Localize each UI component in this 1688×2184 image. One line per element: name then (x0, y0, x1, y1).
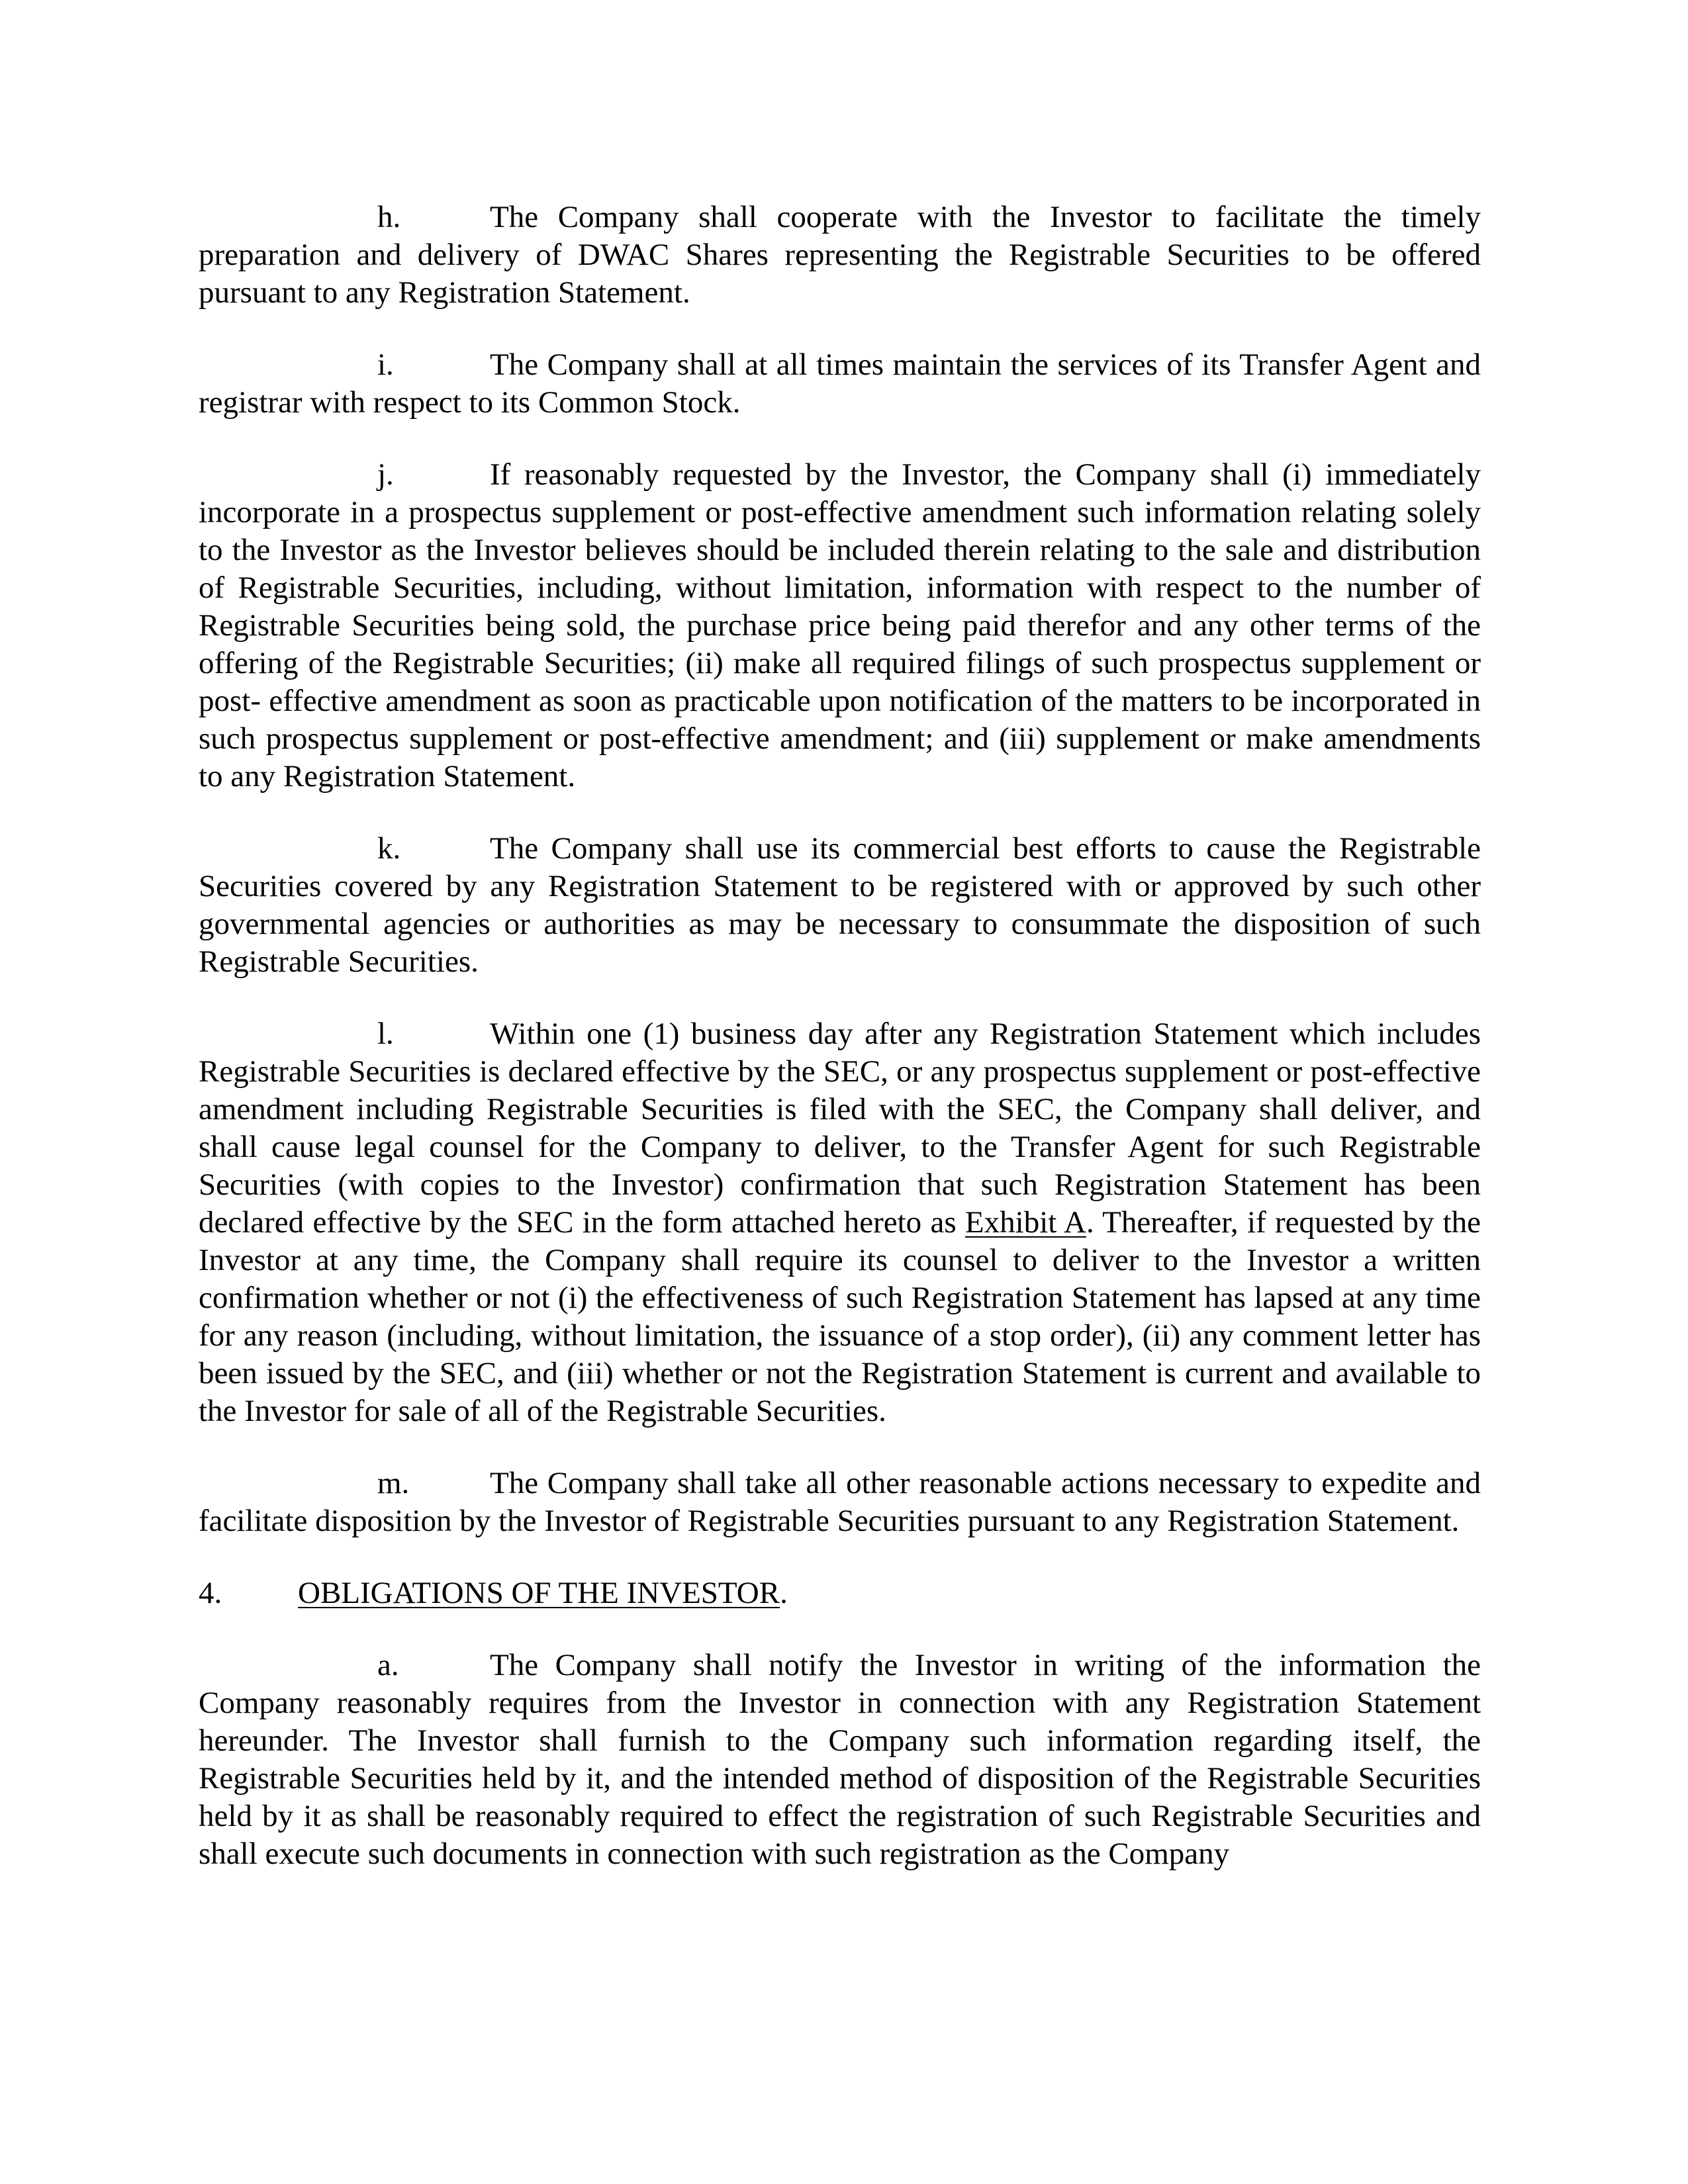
clause-m (199, 1465, 1481, 1540)
clause-label: i. (377, 347, 394, 382)
clause-label: m. (377, 1466, 410, 1500)
clause-text: The Company shall take all other reasonable actions necessary to expedite and facilitate disposition by the Investor of Registrable Securities pursuant to any Registration Statement. (199, 1466, 1481, 1538)
clause-label: k. (377, 831, 401, 866)
clause-label: a. (377, 1648, 399, 1682)
clause-text: The Company shall at all times maintain the services of its Transfer Agent and registrar with respect to its Common Stock. (199, 347, 1481, 420)
clause-text-after-link: . Thereafter, if requested by the Investor at any time, the Company shall require its counsel to deliver to the Investor a written confirmation whether or not (i) the effectiveness of such Registration Statement has lapsed at any time for any reason (including, without limitation, the issuance of a stop order), (ii) any comment letter has been issued by the SEC, and (iii) whether or not the Registration Statement is current and available to the Investor for sale of all of the Registrable Securities. (199, 1205, 1481, 1428)
document-body (199, 199, 1481, 1873)
clause-j (199, 456, 1481, 796)
clause-label: j. (377, 457, 394, 492)
clause-label: l. (377, 1017, 394, 1051)
clause-l (199, 1015, 1481, 1430)
section-number: 4. (199, 1576, 222, 1610)
clause-text: If reasonably requested by the Investor, the Company shall (i) immediately incorporate in a prospectus supplement or post-effective amendment such information relating solely to the Investor as the Investor believes should be included therein relating to the sale and distribution of Registrable Securities, including, without limitation, information with respect to the number of Registrable Securities being sold, the purchase price being paid therefor and any other terms of the offering of the Registrable Securities; (ii) make all required filings of such prospectus supplement or post- effective amendment as soon as practicable upon notification of the matters to be incorporated in such prospectus supplement or post-effective amendment; and (iii) supplement or make amendments to any Registration Statement. (199, 457, 1481, 794)
exhibit-a-reference: Exhibit A (964, 1205, 1086, 1240)
section-title: OBLIGATIONS OF THE INVESTOR (298, 1576, 780, 1610)
clause-text: The Company shall notify the Investor in writing of the information the Company reasonably requires from the Investor in connection with any Registration Statement hereunder. The Investor shall furnish to the Company such information regarding itself, the Registrable Securities held by it, and the intended method of disposition of the Registrable Securities held by it as shall be reasonably required to effect the registration of such Registrable Securities and shall execute such documents in connection with such registration as the Company (199, 1648, 1481, 1871)
clause-text: The Company shall use its commercial best efforts to cause the Registrable Securities covered by any Registration Statement to be registered with or approved by such other governmental agencies or authorities as may be necessary to consummate the disposition of such Registrable Securities. (199, 831, 1481, 979)
clause-h (199, 199, 1481, 312)
clause-label: h. (377, 200, 401, 234)
section-heading (199, 1574, 1481, 1612)
clause-text: The Company shall cooperate with the Investor to facilitate the timely preparation and delivery of DWAC Shares representing the Registrable Securities to be offered pursuant to any Registration Statement. (199, 200, 1481, 310)
section-title-period: . (780, 1576, 788, 1610)
clause-i (199, 346, 1481, 422)
clause-4a (199, 1647, 1481, 1873)
clause-text-before-link: Within one (1) business day after any Registration Statement which includes Registrable Securities is declared effective by the SEC, or any prospectus supplement or post-effective amendment including Registrable Securities is filed with the SEC, the Company shall deliver, and shall cause legal counsel for the Company to deliver, to the Transfer Agent for such Registrable Securities (with copies to the Investor) confirmation that such Registration Statement has been declared effective by the SEC in the form attached hereto as (199, 1017, 1481, 1240)
clause-k (199, 830, 1481, 981)
